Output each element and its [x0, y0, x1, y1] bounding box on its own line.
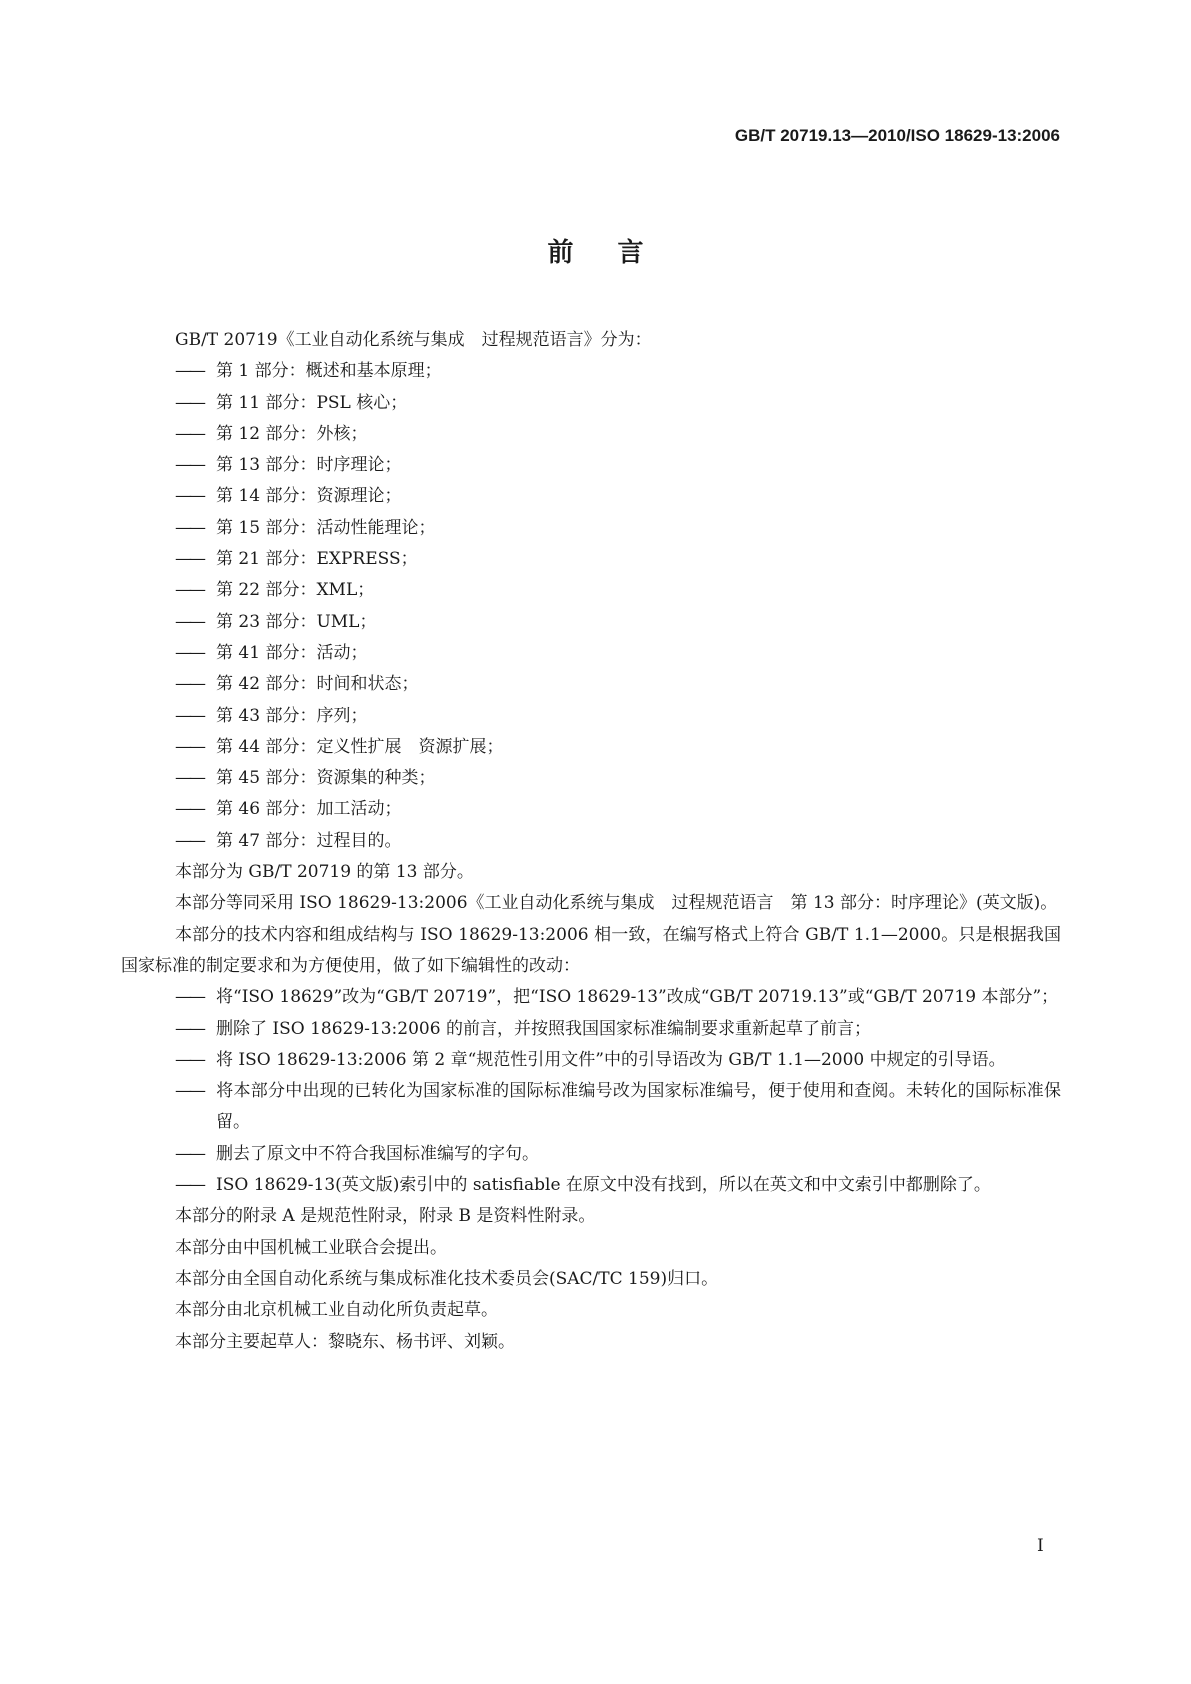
list-item-text: 第 44 部分：定义性扩展 资源扩展； — [216, 736, 504, 757]
paragraph: 本部分由北京机械工业自动化所负责起草。 — [175, 1300, 498, 1321]
em-dash: —— — [175, 486, 203, 507]
list-item — [121, 1014, 1061, 1045]
list-item — [121, 638, 1061, 669]
list-item-text: 删除了 ISO 18629-13:2006 的前言，并按照我国国家标准编制要求重新起草了前言； — [216, 1018, 871, 1039]
em-dash: —— — [175, 768, 203, 789]
em-dash: —— — [175, 1049, 203, 1070]
list-item — [121, 1139, 1061, 1170]
list-item-text: 第 12 部分：外核； — [216, 423, 368, 444]
list-item — [121, 669, 1061, 700]
paragraph: 本部分由中国机械工业联合会提出。 — [175, 1237, 447, 1258]
list-item — [121, 826, 1061, 857]
em-dash: —— — [175, 1081, 203, 1102]
list-item-text: 第 47 部分：过程目的。 — [216, 830, 402, 851]
paragraph: 本部分由全国自动化系统与集成标准化技术委员会(SAC/TC 159)归口。 — [175, 1268, 719, 1289]
list-item — [121, 513, 1061, 544]
paragraph: 本部分主要起草人：黎晓东、杨书评、刘颖。 — [175, 1331, 515, 1352]
standard-number-header: GB/T 20719.13—2010/ISO 18629-13:2006 — [734, 126, 1060, 145]
list-item-text: 第 45 部分：资源集的种类； — [216, 768, 436, 789]
list-item — [121, 544, 1061, 575]
list-item — [121, 450, 1061, 481]
list-item-text: 第 15 部分：活动性能理论； — [216, 517, 436, 538]
list-item-text: 第 22 部分：XML； — [216, 580, 375, 601]
parts-list — [121, 356, 1061, 857]
list-item — [121, 388, 1061, 419]
em-dash: —— — [175, 611, 203, 632]
list-item — [121, 1076, 1061, 1139]
list-item — [121, 575, 1061, 606]
paragraph: 本部分的附录 A 是规范性附录，附录 B 是资料性附录。 — [175, 1206, 596, 1227]
closing-paragraphs — [121, 1201, 1061, 1357]
list-item-text: 第 14 部分：资源理论； — [216, 486, 402, 507]
list-item-text: 将 ISO 18629-13:2006 第 2 章“规范性引用文件”中的引导语改为 GB/T 1.1—2000 中规定的引导语。 — [216, 1049, 1006, 1070]
list-item — [121, 419, 1061, 450]
em-dash: —— — [175, 580, 203, 601]
list-item-text: ISO 18629-13(英文版)索引中的 satisfiable 在原文中没有找到，所以在英文和中文索引中都删除了。 — [216, 1175, 991, 1196]
list-item — [121, 763, 1061, 794]
list-item-text: 将本部分中出现的已转化为国家标准的国际标准编号改为国家标准编号，便于使用和查阅。未转化的国际标准保留。 — [216, 1081, 1061, 1133]
em-dash: —— — [175, 549, 203, 570]
list-item — [121, 481, 1061, 512]
list-item-text: 第 42 部分：时间和状态； — [216, 674, 419, 695]
list-item-text: 第 43 部分：序列； — [216, 705, 368, 726]
em-dash: —— — [175, 705, 203, 726]
list-item — [121, 607, 1061, 638]
list-item — [121, 701, 1061, 732]
page-title: 前言 — [547, 238, 688, 268]
list-item-text: 第 13 部分：时序理论； — [216, 455, 402, 476]
em-dash: —— — [175, 361, 203, 382]
list-item — [121, 1045, 1061, 1076]
em-dash: —— — [175, 674, 203, 695]
list-item — [121, 794, 1061, 825]
em-dash: —— — [175, 799, 203, 820]
em-dash: —— — [175, 830, 203, 851]
list-item-text: 第 21 部分：EXPRESS； — [216, 549, 418, 570]
list-item-text: 第 41 部分：活动； — [216, 642, 368, 663]
em-dash: —— — [175, 987, 203, 1008]
changes-list — [121, 982, 1061, 1201]
em-dash: —— — [175, 1018, 203, 1039]
intro-paragraph: GB/T 20719《工业自动化系统与集成 过程规范语言》分为： — [175, 330, 652, 350]
list-item-text: 删去了原文中不符合我国标准编写的字句。 — [216, 1143, 539, 1164]
em-dash: —— — [175, 736, 203, 757]
list-item — [121, 732, 1061, 763]
paragraph: 本部分等同采用 ISO 18629-13:2006《工业自动化系统与集成 过程规范语言 第 13 部分：时序理论》(英文版)。 — [175, 893, 1058, 914]
list-item — [121, 356, 1061, 387]
foreword-body — [121, 325, 1061, 1358]
em-dash: —— — [175, 1175, 203, 1196]
em-dash: —— — [175, 455, 203, 476]
em-dash: —— — [175, 423, 203, 444]
list-item-text: 第 11 部分：PSL 核心； — [216, 392, 408, 413]
list-item-text: 第 1 部分：概述和基本原理； — [216, 361, 442, 382]
paragraph: 本部分为 GB/T 20719 的第 13 部分。 — [175, 862, 474, 883]
paragraph: 本部分的技术内容和组成结构与 ISO 18629-13:2006 相一致，在编写格式上符合 GB/T 1.1—2000。只是根据我国国家标准的制定要求和为方便使用，做了如下编辑性的改动： — [121, 924, 1061, 976]
page-number: I — [1037, 1536, 1044, 1556]
list-item-text: 第 46 部分：加工活动； — [216, 799, 402, 820]
em-dash: —— — [175, 517, 203, 538]
em-dash: —— — [175, 392, 203, 413]
list-item-text: 将“ISO 18629”改为“GB/T 20719”，把“ISO 18629-13”改成“GB/T 20719.13”或“GB/T 20719 本部分”； — [216, 987, 1059, 1008]
em-dash: —— — [175, 1143, 203, 1164]
list-item — [121, 1170, 1061, 1201]
em-dash: —— — [175, 642, 203, 663]
list-item-text: 第 23 部分：UML； — [216, 611, 377, 632]
list-item — [121, 982, 1061, 1013]
